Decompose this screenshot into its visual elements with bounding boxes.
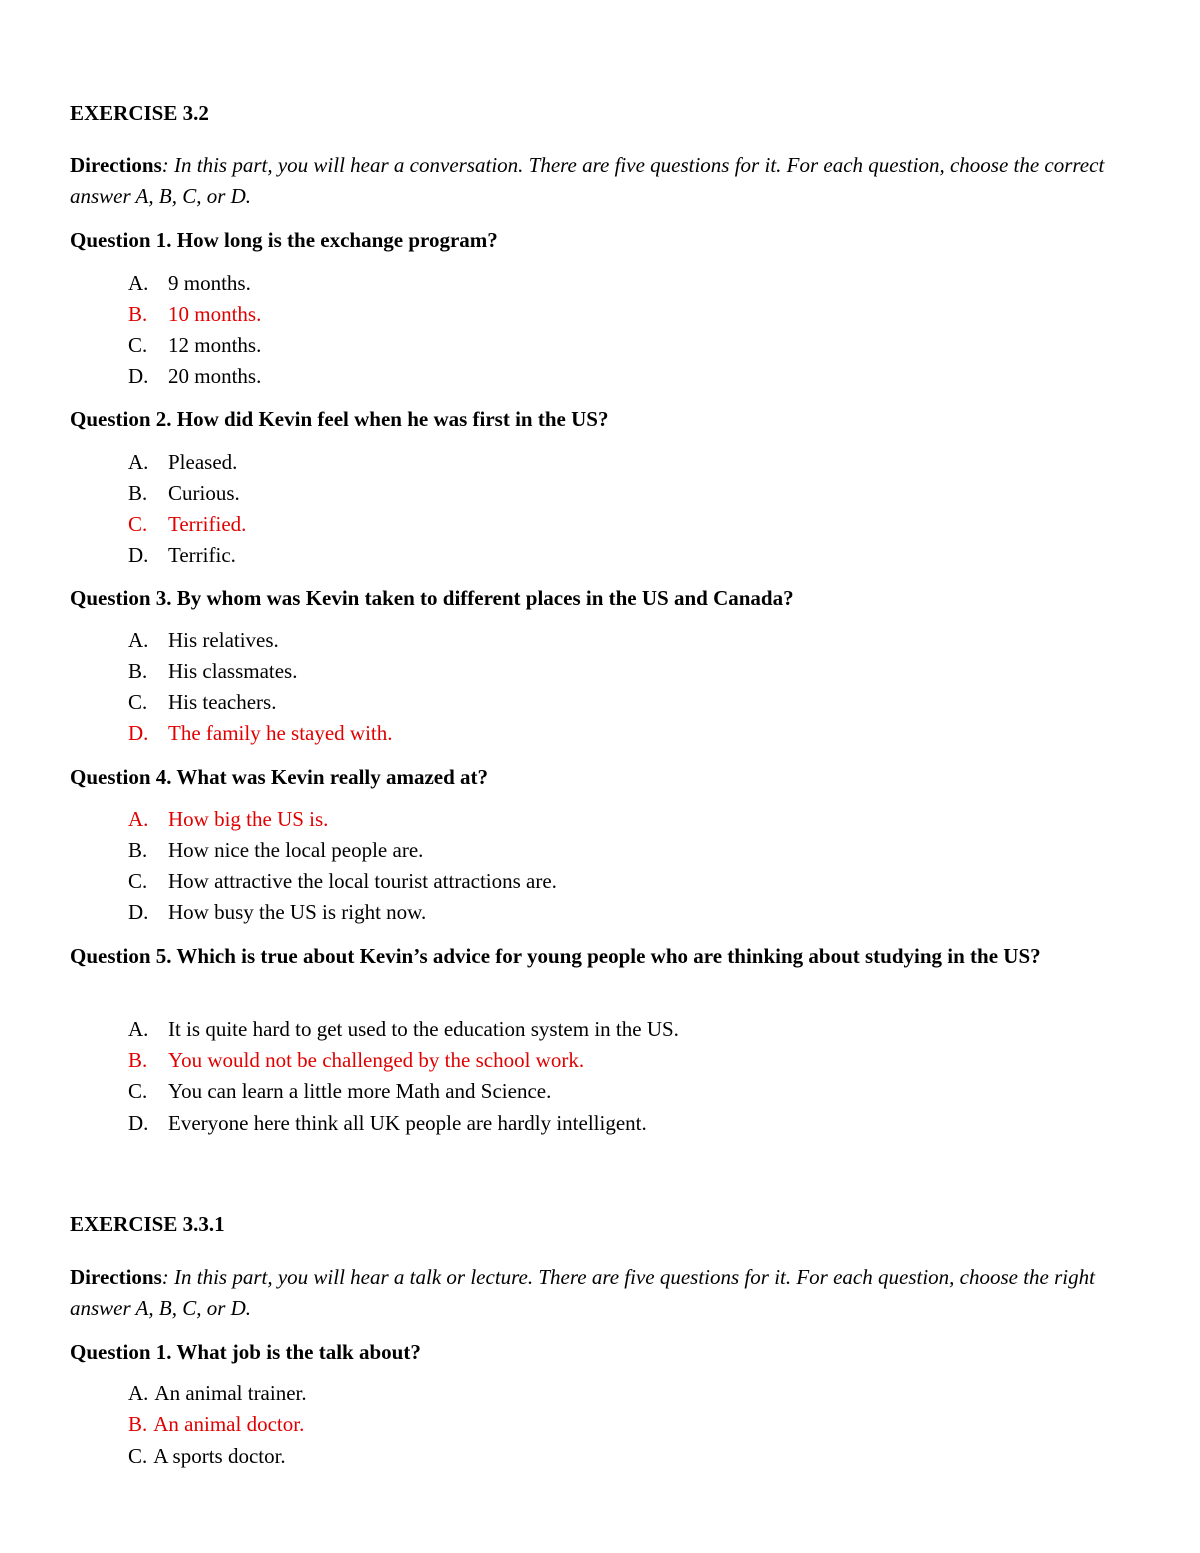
option-letter: B. xyxy=(128,1048,148,1072)
directions-text: : In this part, you will hear a conversation. There are five questions for it. For each question, choose the correct answer A, B, C, or D. xyxy=(70,153,1105,208)
answer-option[interactable] xyxy=(128,897,426,928)
answer-option[interactable] xyxy=(128,656,297,687)
option-text: The family he stayed with. xyxy=(168,721,393,745)
option-text: Pleased. xyxy=(168,450,238,474)
answer-option[interactable] xyxy=(128,1108,647,1139)
answer-option[interactable] xyxy=(128,625,279,656)
option-text: How busy the US is right now. xyxy=(168,900,427,924)
answer-option-correct[interactable] xyxy=(128,718,393,749)
option-letter: B. xyxy=(128,481,148,505)
answer-option[interactable] xyxy=(128,835,423,866)
option-text: How attractive the local tourist attractions are. xyxy=(168,869,557,893)
option-letter: C. xyxy=(128,869,148,893)
answer-option[interactable] xyxy=(128,540,236,571)
option-text: 10 months. xyxy=(168,302,262,326)
directions-text: : In this part, you will hear a talk or lecture. There are five questions for it. For each question, choose the right answer A, B, C, or D. xyxy=(70,1265,1095,1320)
option-text: You can learn a little more Math and Science. xyxy=(168,1079,552,1103)
option-letter: A. xyxy=(128,807,149,831)
directions-lead: Directions xyxy=(70,153,162,177)
option-letter: D. xyxy=(128,900,149,924)
option-letter: B. xyxy=(128,659,148,683)
option-letter: D. xyxy=(128,1111,149,1135)
option-letter: A. xyxy=(128,450,149,474)
directions xyxy=(70,150,1145,212)
option-text: His relatives. xyxy=(168,628,279,652)
directions xyxy=(70,1262,1145,1324)
option-text: An animal trainer. xyxy=(154,1381,307,1405)
option-text: How nice the local people are. xyxy=(168,838,424,862)
answer-option[interactable] xyxy=(128,866,557,897)
option-letter: C. xyxy=(128,1444,148,1468)
question-text: Question 1. What job is the talk about? xyxy=(70,1340,421,1364)
directions-lead: Directions xyxy=(70,1265,162,1289)
answer-option-correct[interactable] xyxy=(128,804,328,835)
exercise-title: EXERCISE 3.2 xyxy=(70,101,209,125)
option-text: Curious. xyxy=(168,481,240,505)
option-letter: B. xyxy=(128,302,148,326)
option-text: Everyone here think all UK people are hardly intelligent. xyxy=(168,1111,647,1135)
answer-option-correct[interactable] xyxy=(128,509,246,540)
option-letter: C. xyxy=(128,690,148,714)
option-letter: B. xyxy=(128,838,148,862)
option-text: You would not be challenged by the school work. xyxy=(168,1048,585,1072)
answer-option[interactable] xyxy=(128,1076,551,1107)
option-text: 20 months. xyxy=(168,364,262,388)
option-letter: B. xyxy=(128,1412,148,1436)
answer-option[interactable] xyxy=(128,687,276,718)
option-text: His classmates. xyxy=(168,659,298,683)
question-text: Question 1. How long is the exchange program? xyxy=(70,228,498,252)
option-text: An animal doctor. xyxy=(153,1412,305,1436)
answer-option[interactable] xyxy=(128,1014,679,1045)
option-text: How big the US is. xyxy=(168,807,329,831)
option-letter: D. xyxy=(128,721,149,745)
option-letter: C. xyxy=(128,1079,148,1103)
option-letter: D. xyxy=(128,543,149,567)
question-text: Question 3. By whom was Kevin taken to different places in the US and Canada? xyxy=(70,586,794,610)
option-letter: A. xyxy=(128,271,149,295)
question-text: Question 2. How did Kevin feel when he was first in the US? xyxy=(70,407,609,431)
option-text: 9 months. xyxy=(168,271,251,295)
option-letter: A. xyxy=(128,1381,149,1405)
answer-option[interactable] xyxy=(128,361,261,392)
option-letter: A. xyxy=(128,1017,149,1041)
answer-option[interactable] xyxy=(128,268,251,299)
question-text: Question 5. Which is true about Kevin’s advice for young people who are thinking about studying in the US? xyxy=(70,944,1041,968)
answer-option[interactable] xyxy=(128,330,261,361)
answer-option-correct[interactable] xyxy=(128,1045,584,1076)
question-text: Question 4. What was Kevin really amazed at? xyxy=(70,765,489,789)
option-text: It is quite hard to get used to the education system in the US. xyxy=(168,1017,679,1041)
option-letter: D. xyxy=(128,364,149,388)
answer-option[interactable] xyxy=(128,1441,286,1472)
answer-option[interactable] xyxy=(128,478,240,509)
answer-option-correct[interactable] xyxy=(128,299,261,330)
answer-option-correct[interactable] xyxy=(128,1409,304,1440)
option-letter: C. xyxy=(128,512,148,536)
option-text: Terrific. xyxy=(168,543,236,567)
option-text: 12 months. xyxy=(168,333,262,357)
answer-option[interactable] xyxy=(128,447,237,478)
exercise-title: EXERCISE 3.3.1 xyxy=(70,1212,225,1236)
option-letter: A. xyxy=(128,628,149,652)
option-text: His teachers. xyxy=(168,690,277,714)
option-text: Terrified. xyxy=(168,512,247,536)
option-text: A sports doctor. xyxy=(153,1444,286,1468)
option-letter: C. xyxy=(128,333,148,357)
answer-option[interactable] xyxy=(128,1378,307,1409)
